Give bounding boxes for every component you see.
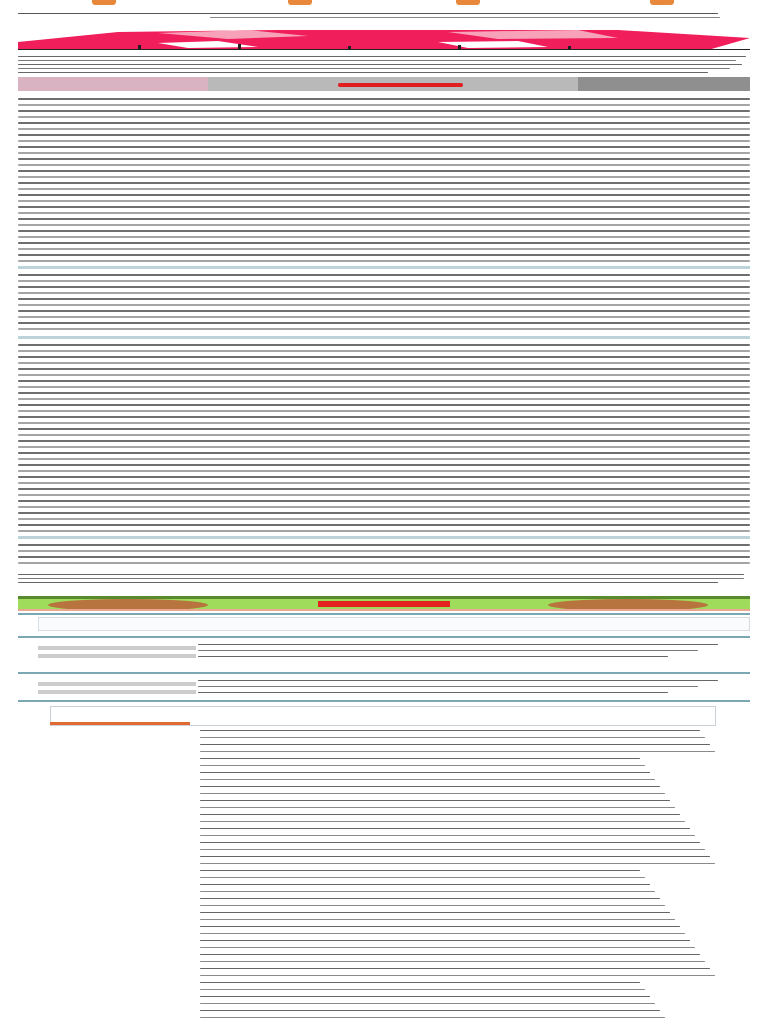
notice-box [18,613,750,635]
table-row[interactable] [18,248,750,250]
table-row[interactable] [18,286,750,288]
table-row[interactable] [18,416,750,418]
table-row[interactable] [18,544,750,546]
table-row[interactable] [18,464,750,466]
reply-tab[interactable] [50,722,190,725]
table-row[interactable] [18,556,750,558]
photo-strip [18,596,750,611]
table-row[interactable] [18,434,750,436]
table-row[interactable] [18,356,750,358]
section-divider [18,536,750,539]
table-row[interactable] [18,512,750,514]
top-nav [0,0,768,8]
table-row[interactable] [18,218,750,220]
table-row[interactable] [18,304,750,306]
thumbnail[interactable] [38,654,196,658]
table-row[interactable] [18,518,750,520]
table-row[interactable] [18,404,750,406]
table-row[interactable] [18,274,750,276]
table-row[interactable] [18,224,750,226]
table-row[interactable] [18,562,750,564]
nav-tab[interactable] [650,0,674,5]
table-row[interactable] [18,236,750,238]
nav-tab[interactable] [92,0,116,5]
table-row[interactable] [18,488,750,490]
table-row[interactable] [18,116,750,118]
thumbnail[interactable] [38,682,196,686]
table-row[interactable] [18,440,750,442]
table-row[interactable] [18,422,750,424]
table-row[interactable] [18,164,750,166]
table-row[interactable] [18,230,750,232]
section-divider [18,336,750,339]
thumbnail[interactable] [38,646,196,650]
table-row[interactable] [18,392,750,394]
table-row[interactable] [18,134,750,136]
table-row[interactable] [18,122,750,124]
listing-table [18,92,750,568]
table-row[interactable] [18,374,750,376]
table-row[interactable] [18,206,750,208]
site-banner [18,30,750,50]
table-row[interactable] [18,328,750,330]
table-row[interactable] [18,428,750,430]
table-row[interactable] [18,182,750,184]
table-row[interactable] [18,322,750,324]
table-row[interactable] [18,188,750,190]
table-row[interactable] [18,176,750,178]
table-row[interactable] [18,158,750,160]
table-row[interactable] [18,398,750,400]
table-row[interactable] [18,104,750,106]
nav-tab[interactable] [456,0,480,5]
table-row[interactable] [18,200,750,202]
table-row[interactable] [18,500,750,502]
header-line [210,17,720,18]
table-row[interactable] [18,170,750,172]
table-row[interactable] [18,194,750,196]
table-row[interactable] [18,152,750,154]
table-row[interactable] [18,386,750,388]
table-row[interactable] [18,452,750,454]
table-row[interactable] [18,344,750,346]
table-row[interactable] [18,292,750,294]
section-divider [18,266,750,269]
table-row[interactable] [18,212,750,214]
table-row[interactable] [18,298,750,300]
intro-text [18,56,750,74]
table-row[interactable] [18,524,750,526]
table-row[interactable] [18,316,750,318]
notice-text [38,617,750,631]
table-row[interactable] [18,550,750,552]
table-row[interactable] [18,494,750,496]
nav-tab[interactable] [288,0,312,5]
table-row[interactable] [18,470,750,472]
table-row[interactable] [18,140,750,142]
table-row[interactable] [18,260,750,262]
table-row[interactable] [18,530,750,532]
toolbar-active-tab[interactable] [338,83,463,87]
thumbnail[interactable] [38,690,196,694]
table-row[interactable] [18,310,750,312]
table-row[interactable] [18,506,750,508]
table-row[interactable] [18,280,750,282]
table-row[interactable] [18,476,750,478]
table-row[interactable] [18,98,750,100]
list-item[interactable] [18,636,750,668]
table-row[interactable] [18,350,750,352]
table-row[interactable] [18,362,750,364]
table-row[interactable] [18,254,750,256]
table-row[interactable] [18,110,750,112]
table-row[interactable] [18,446,750,448]
table-row[interactable] [18,242,750,244]
header-line [18,13,718,14]
table-row[interactable] [18,458,750,460]
toolbar [18,77,750,91]
table-row[interactable] [18,128,750,130]
table-row[interactable] [18,482,750,484]
table-row[interactable] [18,146,750,148]
table-row[interactable] [18,368,750,370]
table-row[interactable] [18,410,750,412]
comments-section [18,700,750,1024]
table-row[interactable] [18,380,750,382]
listing-footer-text [18,574,750,592]
